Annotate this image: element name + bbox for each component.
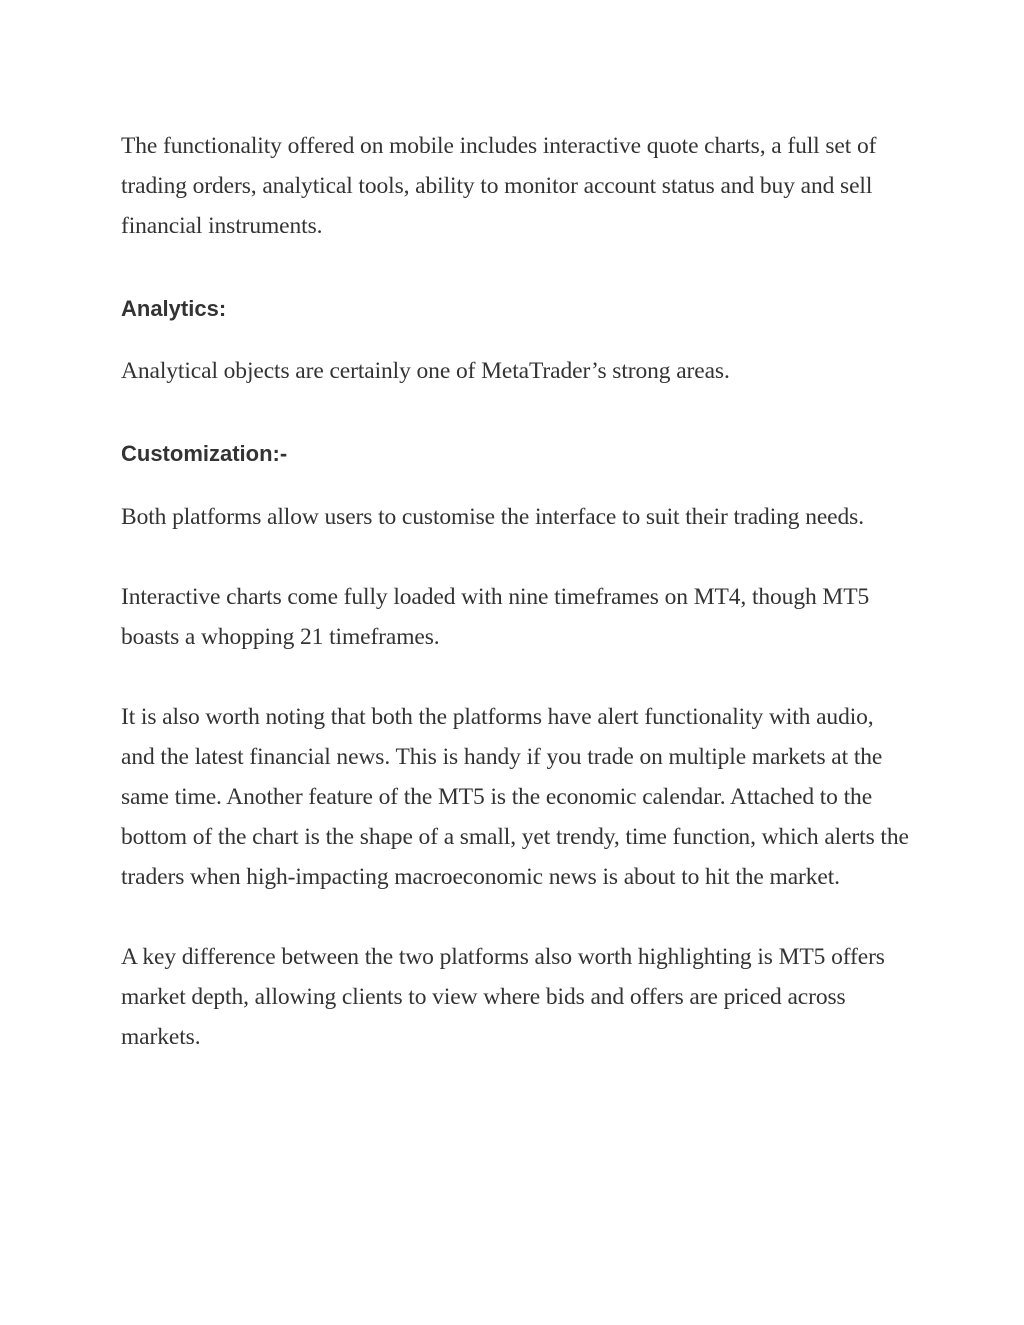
- paragraph-analytics: Analytical objects are certainly one of MetaTrader’s strong areas.: [121, 358, 730, 384]
- paragraph-alerts: It is also worth noting that both the platforms have alert functionality with audio, and the latest financial news. This is handy if you trade on multiple markets at the same time. Another feature of the MT5 is the economic calendar. Attached to the bottom of the chart is the shape of a small, yet trendy, time function, which alerts the traders when high-impacting macroeconomic news is about to hit the market.: [121, 704, 909, 890]
- heading-customization: Customization:-: [121, 441, 288, 466]
- document-body: [121, 126, 911, 1057]
- heading-analytics: Analytics:: [121, 296, 227, 321]
- paragraph-timeframes: Interactive charts come fully loaded with nine timeframes on MT4, though MT5 boasts a whopping 21 timeframes.: [121, 584, 870, 650]
- paragraph-mobile-functionality: The functionality offered on mobile includes interactive quote charts, a full set of trading orders, analytical tools, ability to monitor account status and buy and sell financial instruments.: [121, 133, 877, 239]
- paragraph-market-depth: A key difference between the two platforms also worth highlighting is MT5 offers market depth, allowing clients to view where bids and offers are priced across markets.: [121, 944, 885, 1050]
- paragraph-customization: Both platforms allow users to customise the interface to suit their trading needs.: [121, 504, 864, 530]
